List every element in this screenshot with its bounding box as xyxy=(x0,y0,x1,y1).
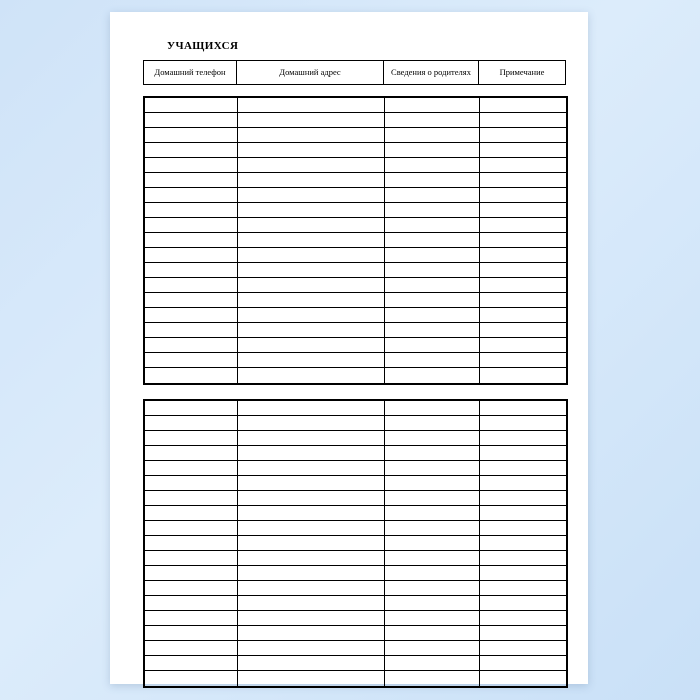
table-cell-phone[interactable] xyxy=(144,323,238,338)
page-content-area xyxy=(143,40,561,688)
table-cell-phone[interactable] xyxy=(144,671,238,688)
table-cell-address[interactable] xyxy=(238,338,385,353)
upper-table-block xyxy=(143,96,568,385)
table-cell-address[interactable] xyxy=(238,128,385,143)
table-row xyxy=(144,353,567,368)
table-cell-phone[interactable] xyxy=(144,461,238,476)
table-row xyxy=(144,431,567,446)
table-cell-address[interactable] xyxy=(238,641,385,656)
table-cell-phone[interactable] xyxy=(144,143,238,158)
table-cell-address[interactable] xyxy=(238,308,385,323)
table-cell-address[interactable] xyxy=(238,400,385,416)
table-cell-phone[interactable] xyxy=(144,476,238,491)
table-cell-phone[interactable] xyxy=(144,536,238,551)
table-cell-parents[interactable] xyxy=(385,353,480,368)
table-cell-address[interactable] xyxy=(238,446,385,461)
table-row xyxy=(144,611,567,626)
table-cell-parents[interactable] xyxy=(385,368,480,385)
table-cell-address[interactable] xyxy=(238,323,385,338)
table-cell-address[interactable] xyxy=(238,97,385,113)
table-cell-parents[interactable] xyxy=(385,188,480,203)
table-cell-note[interactable] xyxy=(480,611,568,626)
table-cell-parents[interactable] xyxy=(385,158,480,173)
table-cell-parents[interactable] xyxy=(385,641,480,656)
table-cell-note[interactable] xyxy=(480,581,568,596)
table-row xyxy=(144,521,567,536)
table-cell-parents[interactable] xyxy=(385,656,480,671)
table-cell-parents[interactable] xyxy=(385,113,480,128)
table-row xyxy=(144,641,567,656)
table-row xyxy=(144,233,567,248)
table-cell-phone[interactable] xyxy=(144,581,238,596)
table-cell-parents[interactable] xyxy=(385,461,480,476)
column-header-address: Домашний адрес xyxy=(237,61,384,85)
table-cell-note[interactable] xyxy=(480,173,568,188)
table-cell-address[interactable] xyxy=(238,611,385,626)
table-row xyxy=(144,203,567,218)
table-cell-parents[interactable] xyxy=(385,233,480,248)
table-cell-parents[interactable] xyxy=(385,566,480,581)
table-row xyxy=(144,158,567,173)
table-row xyxy=(144,188,567,203)
table-row xyxy=(144,338,567,353)
table-cell-phone[interactable] xyxy=(144,641,238,656)
table-cell-phone[interactable] xyxy=(144,521,238,536)
table-cell-note[interactable] xyxy=(480,656,568,671)
table-cell-parents[interactable] xyxy=(385,611,480,626)
table-row xyxy=(144,143,567,158)
table-cell-note[interactable] xyxy=(480,416,568,431)
table-cell-address[interactable] xyxy=(238,476,385,491)
table-cell-phone[interactable] xyxy=(144,506,238,521)
table-cell-address[interactable] xyxy=(238,551,385,566)
table-cell-note[interactable] xyxy=(480,158,568,173)
table-cell-phone[interactable] xyxy=(144,97,238,113)
table-cell-parents[interactable] xyxy=(385,203,480,218)
table-cell-parents[interactable] xyxy=(385,400,480,416)
table-row xyxy=(144,278,567,293)
table-row xyxy=(144,671,567,688)
table-cell-phone[interactable] xyxy=(144,338,238,353)
table-row xyxy=(144,491,567,506)
table-cell-note[interactable] xyxy=(480,446,568,461)
table-cell-note[interactable] xyxy=(480,551,568,566)
table-cell-phone[interactable] xyxy=(144,188,238,203)
table-cell-address[interactable] xyxy=(238,506,385,521)
table-cell-parents[interactable] xyxy=(385,536,480,551)
table-cell-phone[interactable] xyxy=(144,551,238,566)
table-cell-note[interactable] xyxy=(480,278,568,293)
table-cell-address[interactable] xyxy=(238,671,385,688)
column-header-phone: Домашний телефон xyxy=(144,61,237,85)
table-cell-note[interactable] xyxy=(480,353,568,368)
table-row xyxy=(144,506,567,521)
table-cell-address[interactable] xyxy=(238,188,385,203)
table-cell-address[interactable] xyxy=(238,158,385,173)
table-cell-address[interactable] xyxy=(238,566,385,581)
table-cell-phone[interactable] xyxy=(144,368,238,385)
table-cell-note[interactable] xyxy=(480,263,568,278)
table-row xyxy=(144,536,567,551)
document-page xyxy=(110,12,588,684)
table-cell-note[interactable] xyxy=(480,143,568,158)
table-cell-address[interactable] xyxy=(238,626,385,641)
table-row xyxy=(144,581,567,596)
table-cell-note[interactable] xyxy=(480,431,568,446)
table-cell-phone[interactable] xyxy=(144,293,238,308)
table-row xyxy=(144,368,567,385)
table-row xyxy=(144,416,567,431)
table-cell-address[interactable] xyxy=(238,536,385,551)
table-cell-note[interactable] xyxy=(480,368,568,385)
table-cell-phone[interactable] xyxy=(144,566,238,581)
table-cell-note[interactable] xyxy=(480,476,568,491)
table-cell-phone[interactable] xyxy=(144,128,238,143)
table-cell-phone[interactable] xyxy=(144,491,238,506)
table-cell-address[interactable] xyxy=(238,278,385,293)
table-cell-address[interactable] xyxy=(238,113,385,128)
table-cell-phone[interactable] xyxy=(144,446,238,461)
table-cell-parents[interactable] xyxy=(385,293,480,308)
table-row xyxy=(144,476,567,491)
table-cell-parents[interactable] xyxy=(385,173,480,188)
table-cell-parents[interactable] xyxy=(385,506,480,521)
table-cell-note[interactable] xyxy=(480,218,568,233)
table-cell-address[interactable] xyxy=(238,143,385,158)
table-cell-note[interactable] xyxy=(480,566,568,581)
table-row xyxy=(144,97,567,113)
table-cell-parents[interactable] xyxy=(385,248,480,263)
column-header-parents: Сведения о родителях xyxy=(384,61,479,85)
table-cell-phone[interactable] xyxy=(144,596,238,611)
table-cell-note[interactable] xyxy=(480,293,568,308)
table-cell-note[interactable] xyxy=(480,188,568,203)
table-cell-phone[interactable] xyxy=(144,308,238,323)
table-cell-note[interactable] xyxy=(480,203,568,218)
table-cell-phone[interactable] xyxy=(144,233,238,248)
table-cell-parents[interactable] xyxy=(385,581,480,596)
header-to-body-gap xyxy=(143,85,561,96)
table-cell-parents[interactable] xyxy=(385,671,480,688)
table-cell-parents[interactable] xyxy=(385,596,480,611)
table-cell-phone[interactable] xyxy=(144,203,238,218)
table-cell-address[interactable] xyxy=(238,173,385,188)
table-cell-note[interactable] xyxy=(480,521,568,536)
table-cell-address[interactable] xyxy=(238,416,385,431)
table-cell-note[interactable] xyxy=(480,128,568,143)
table-cell-phone[interactable] xyxy=(144,656,238,671)
table-row xyxy=(144,173,567,188)
table-cell-parents[interactable] xyxy=(385,431,480,446)
table-cell-phone[interactable] xyxy=(144,278,238,293)
table-cell-address[interactable] xyxy=(238,293,385,308)
table-cell-note[interactable] xyxy=(480,308,568,323)
table-cell-parents[interactable] xyxy=(385,323,480,338)
column-header-note: Примечание xyxy=(479,61,566,85)
table-row xyxy=(144,323,567,338)
table-row xyxy=(144,263,567,278)
table-cell-phone[interactable] xyxy=(144,113,238,128)
table-row xyxy=(144,446,567,461)
table-cell-phone[interactable] xyxy=(144,416,238,431)
table-row xyxy=(144,656,567,671)
table-cell-phone[interactable] xyxy=(144,626,238,641)
table-row xyxy=(144,400,567,416)
page-title: УЧАЩИХСЯ xyxy=(167,40,239,52)
table-cell-address[interactable] xyxy=(238,596,385,611)
table-cell-parents[interactable] xyxy=(385,338,480,353)
table-cell-phone[interactable] xyxy=(144,611,238,626)
table-row xyxy=(144,566,567,581)
table-cell-address[interactable] xyxy=(238,263,385,278)
table-row xyxy=(144,218,567,233)
table-cell-parents[interactable] xyxy=(385,128,480,143)
table-cell-note[interactable] xyxy=(480,461,568,476)
table-cell-note[interactable] xyxy=(480,596,568,611)
table-cell-phone[interactable] xyxy=(144,263,238,278)
table-cell-parents[interactable] xyxy=(385,97,480,113)
table-cell-address[interactable] xyxy=(238,368,385,385)
table-row xyxy=(144,626,567,641)
table-cell-phone[interactable] xyxy=(144,248,238,263)
lower-table-block xyxy=(143,399,568,688)
table-row xyxy=(144,113,567,128)
table-cell-note[interactable] xyxy=(480,338,568,353)
table-cell-address[interactable] xyxy=(238,491,385,506)
table-cell-address[interactable] xyxy=(238,203,385,218)
table-cell-address[interactable] xyxy=(238,521,385,536)
table-cell-address[interactable] xyxy=(238,461,385,476)
table-cell-parents[interactable] xyxy=(385,476,480,491)
table-row xyxy=(144,461,567,476)
table-row xyxy=(144,128,567,143)
table-cell-address[interactable] xyxy=(238,353,385,368)
block-separator-gap xyxy=(143,385,561,399)
table-cell-parents[interactable] xyxy=(385,551,480,566)
table-cell-note[interactable] xyxy=(480,506,568,521)
table-cell-phone[interactable] xyxy=(144,353,238,368)
table-row xyxy=(144,596,567,611)
table-cell-note[interactable] xyxy=(480,491,568,506)
table-cell-address[interactable] xyxy=(238,656,385,671)
table-cell-note[interactable] xyxy=(480,113,568,128)
table-cell-parents[interactable] xyxy=(385,278,480,293)
table-cell-note[interactable] xyxy=(480,248,568,263)
table-cell-parents[interactable] xyxy=(385,416,480,431)
table-cell-parents[interactable] xyxy=(385,491,480,506)
table-cell-phone[interactable] xyxy=(144,431,238,446)
table-cell-phone[interactable] xyxy=(144,158,238,173)
table-header-row xyxy=(144,61,566,85)
table-cell-address[interactable] xyxy=(238,233,385,248)
table-cell-note[interactable] xyxy=(480,233,568,248)
table-row xyxy=(144,293,567,308)
table-cell-parents[interactable] xyxy=(385,626,480,641)
table-cell-note[interactable] xyxy=(480,626,568,641)
table-cell-phone[interactable] xyxy=(144,218,238,233)
table-cell-note[interactable] xyxy=(480,323,568,338)
table-cell-note[interactable] xyxy=(480,671,568,688)
table-cell-parents[interactable] xyxy=(385,446,480,461)
table-cell-phone[interactable] xyxy=(144,173,238,188)
table-cell-note[interactable] xyxy=(480,536,568,551)
table-cell-parents[interactable] xyxy=(385,308,480,323)
table-cell-phone[interactable] xyxy=(144,400,238,416)
column-header-table xyxy=(143,60,566,85)
table-cell-note[interactable] xyxy=(480,97,568,113)
table-row xyxy=(144,248,567,263)
table-cell-parents[interactable] xyxy=(385,143,480,158)
table-cell-address[interactable] xyxy=(238,248,385,263)
table-cell-note[interactable] xyxy=(480,400,568,416)
table-cell-parents[interactable] xyxy=(385,521,480,536)
table-row xyxy=(144,551,567,566)
table-cell-address[interactable] xyxy=(238,218,385,233)
table-cell-address[interactable] xyxy=(238,431,385,446)
table-cell-parents[interactable] xyxy=(385,218,480,233)
table-row xyxy=(144,308,567,323)
table-cell-address[interactable] xyxy=(238,581,385,596)
table-cell-parents[interactable] xyxy=(385,263,480,278)
table-cell-note[interactable] xyxy=(480,641,568,656)
